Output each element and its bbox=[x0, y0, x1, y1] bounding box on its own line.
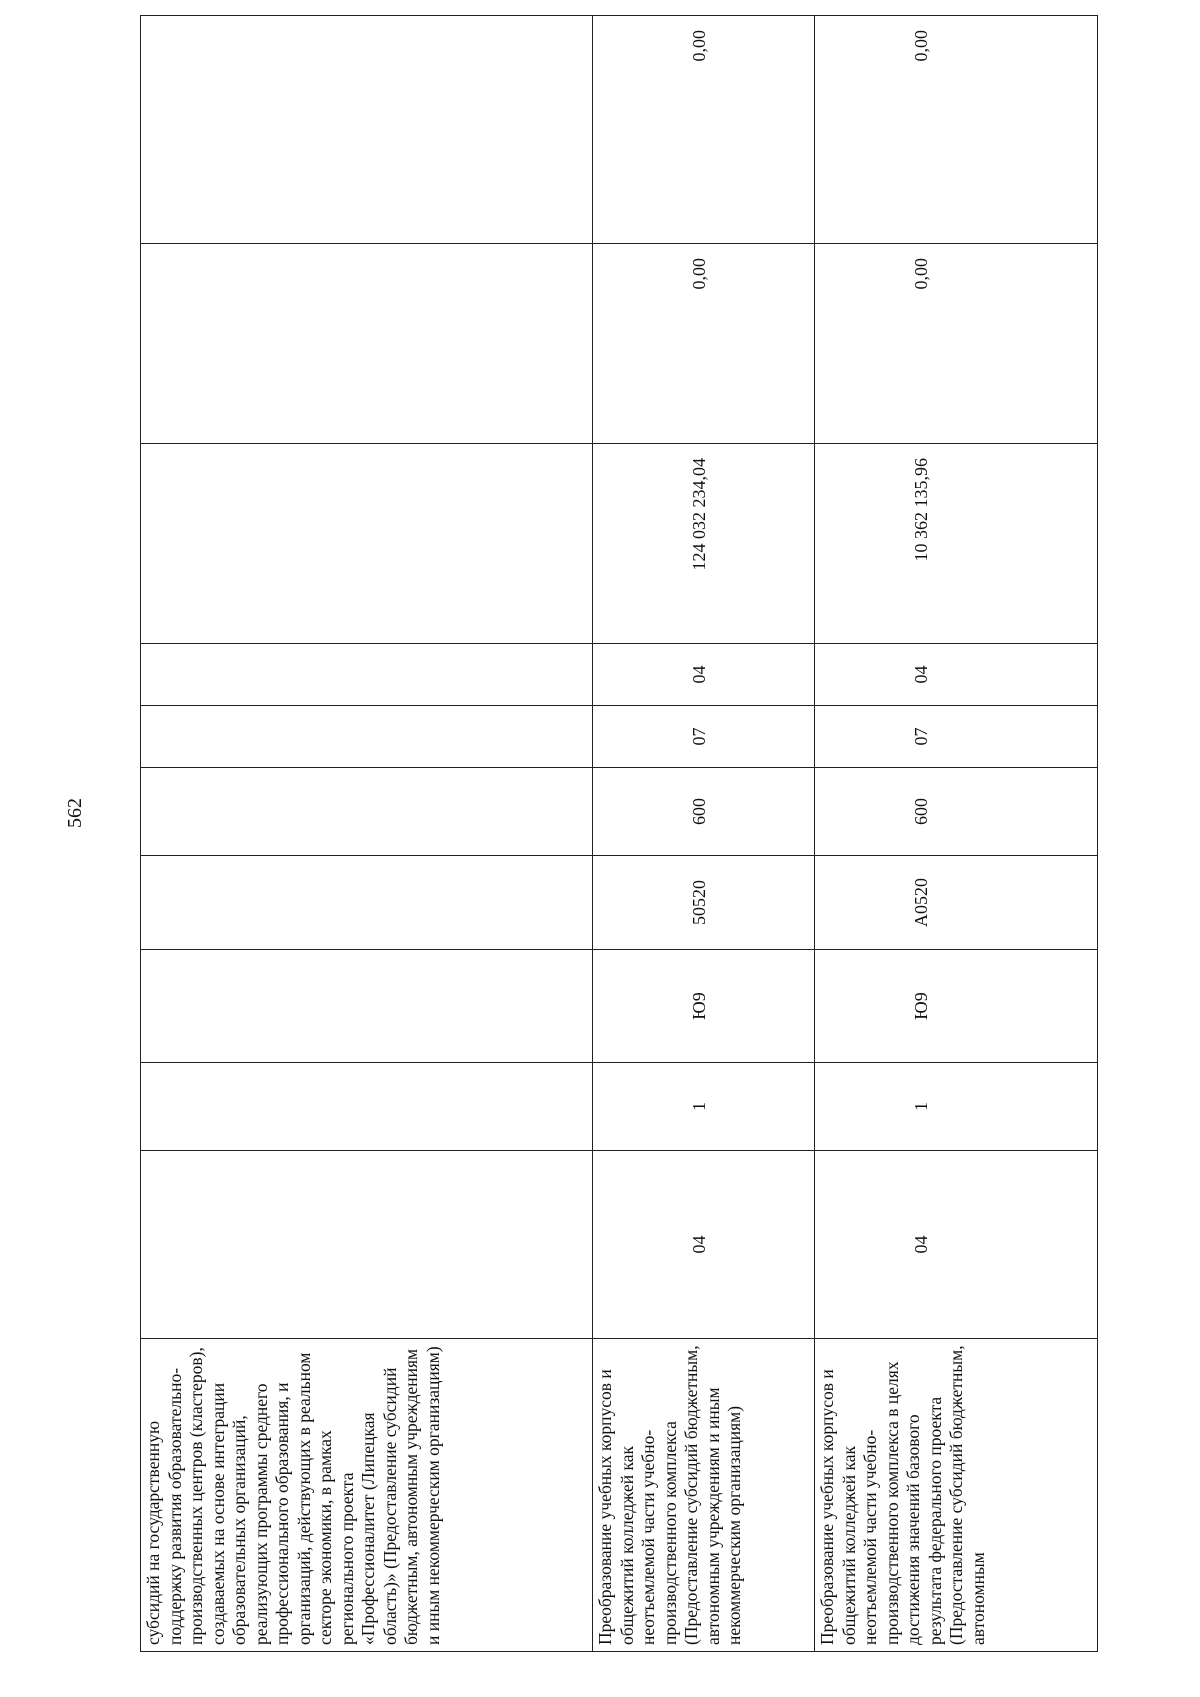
subprogram-cell: 1 bbox=[593, 1063, 815, 1151]
program-cell: 04 bbox=[593, 1151, 815, 1339]
budget-table bbox=[140, 15, 1098, 1652]
direction-cell bbox=[141, 856, 593, 950]
expense-type-cell bbox=[141, 768, 593, 856]
expense-type-cell: 600 bbox=[815, 768, 1098, 856]
amount-cell-3: 0,00 bbox=[815, 16, 1098, 244]
amount-cell-2 bbox=[141, 244, 593, 444]
expense-type-cell: 600 bbox=[593, 768, 815, 856]
subprogram-cell bbox=[141, 1063, 593, 1151]
amount-cell-1: 124 032 234,04 bbox=[593, 444, 815, 644]
section-cell: 07 bbox=[593, 706, 815, 768]
subsection-cell: 04 bbox=[593, 644, 815, 706]
table-row bbox=[141, 16, 593, 1652]
subsection-cell bbox=[141, 644, 593, 706]
amount-cell-2: 0,00 bbox=[593, 244, 815, 444]
program-cell: 04 bbox=[815, 1151, 1098, 1339]
section-cell: 07 bbox=[815, 706, 1098, 768]
subsection-cell: 04 bbox=[815, 644, 1098, 706]
row-name-cell: Преобразование учебных корпусов и общежитий колледжей как неотъемлемой части учебно-производственного комплекса (Предоставление субсидий бюджетным, автономным учреждениям и иным некоммерческим организациям) bbox=[593, 1339, 815, 1652]
amount-cell-2: 0,00 bbox=[815, 244, 1098, 444]
row-name-cell: Преобразование учебных корпусов и общежитий колледжей как неотъемлемой части учебно-производственного комплекса в целях достижения значений базового результата федерального проекта (Предоставление субсидий бюджетным, автономным bbox=[815, 1339, 1098, 1652]
table-row bbox=[815, 16, 1098, 1652]
amount-cell-3 bbox=[141, 16, 593, 244]
amount-cell-1 bbox=[141, 444, 593, 644]
project-cell: Ю9 bbox=[593, 950, 815, 1063]
amount-cell-3: 0,00 bbox=[593, 16, 815, 244]
page-number: 562 bbox=[64, 798, 86, 828]
project-cell bbox=[141, 950, 593, 1063]
budget-table-sheet bbox=[140, 30, 1097, 1652]
amount-cell-1: 10 362 135,96 bbox=[815, 444, 1098, 644]
subprogram-cell: 1 bbox=[815, 1063, 1098, 1151]
table-row bbox=[593, 16, 815, 1652]
direction-cell: 50520 bbox=[593, 856, 815, 950]
row-name-cell: субсидий на государственную поддержку развития образовательно-производственных центров (кластеров), создаваемых на основе интеграции образовательных организаций, реализующих программы среднего профессионального образования, и организаций, действующих в реальном секторе экономики, в рамках регионального проекта «Профессионалитет (Липецкая область)» (Предоставление субсидий бюджетным, автономным учреждениям и иным некоммерческим организациям) bbox=[141, 1339, 593, 1652]
section-cell bbox=[141, 706, 593, 768]
direction-cell: А0520 bbox=[815, 856, 1098, 950]
program-cell bbox=[141, 1151, 593, 1339]
project-cell: Ю9 bbox=[815, 950, 1098, 1063]
